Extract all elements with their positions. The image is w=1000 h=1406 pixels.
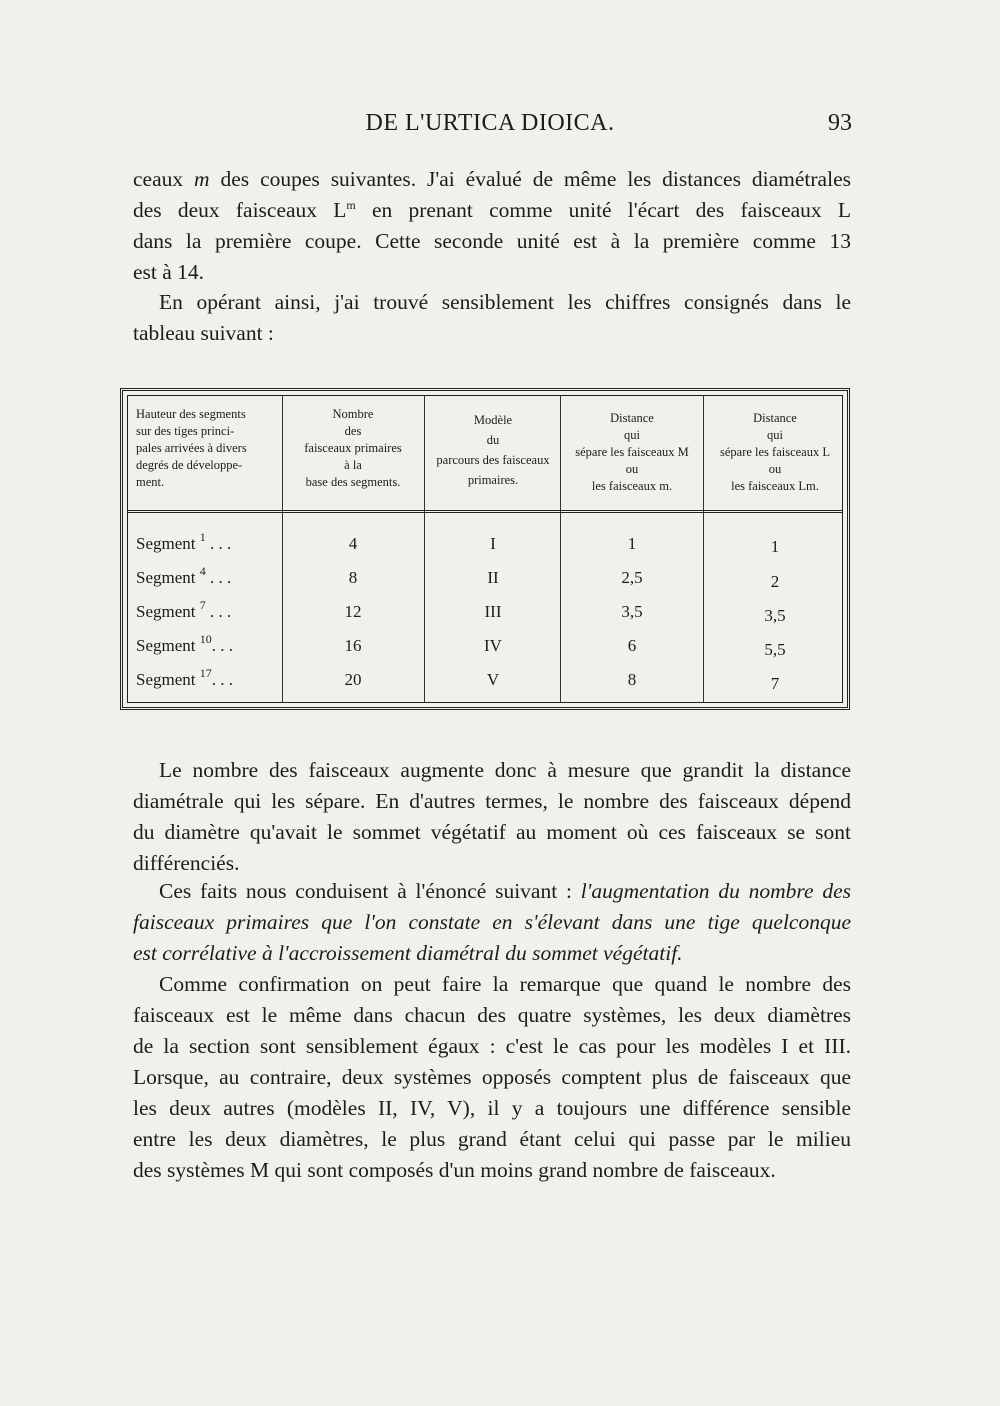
header-line: faisceaux primaires — [304, 441, 402, 455]
superscript: 7 — [199, 598, 206, 612]
text-run: . . . — [205, 534, 232, 553]
nombre-cell: 20 — [344, 670, 362, 689]
header-hauteur — [136, 406, 276, 491]
distance-l-cell: 2 — [770, 572, 780, 591]
header-line: ou — [625, 462, 639, 476]
running-title: DE L'URTICA DIOICA. — [365, 110, 615, 136]
distance-m-cell: 6 — [627, 636, 637, 655]
italic-run: faisceaux primaires que l'on constate en s'élevant dans une tige quelconque — [133, 910, 851, 934]
segment-label — [136, 564, 232, 588]
header-line: sépare les faisceaux L — [719, 445, 830, 459]
header-line: ment. — [136, 475, 165, 489]
header-line: primaires. — [467, 473, 519, 487]
text-run: Segment — [136, 636, 196, 655]
paragraph-2 — [133, 287, 851, 349]
header-line: Distance — [610, 411, 654, 425]
column-divider — [424, 396, 425, 702]
header-nombre — [286, 406, 420, 491]
superscript: m — [346, 198, 356, 212]
column-divider — [282, 396, 283, 702]
header-line: les faisceaux Lm. — [731, 479, 819, 493]
segment-label — [136, 598, 232, 622]
modele-cell: III — [484, 602, 502, 621]
modele-cell: IV — [484, 636, 502, 655]
paragraph-2-line-2: tableau suivant : — [133, 321, 274, 345]
header-line: du — [486, 433, 500, 447]
header-line: degrés de développe- — [136, 458, 243, 472]
header-line: qui — [624, 428, 640, 442]
superscript: 10 — [199, 632, 212, 646]
page-number: 93 — [828, 110, 852, 136]
data-table — [120, 388, 850, 710]
paragraph-2-line-1: En opérant ainsi, j'ai trouvé sensiblement les chiffres consignés dans le — [159, 290, 851, 314]
header-line: les faisceaux m. — [591, 479, 673, 493]
segment-label — [136, 666, 233, 690]
paragraph-3-line-1: Le nombre des faisceaux augmente donc à mesure que grandit la distance — [159, 758, 851, 782]
paragraph-4-line-3 — [133, 938, 851, 969]
header-line: Modèle — [473, 413, 513, 427]
table-frame — [127, 395, 843, 703]
distance-l-cell: 1 — [770, 537, 780, 556]
paragraph-4-line-1 — [133, 876, 851, 907]
header-line: parcours des faisceaux — [436, 453, 550, 467]
text-run: Segment — [136, 670, 196, 689]
text-run: est à 14. — [133, 260, 205, 284]
text-run: des coupes suivantes. J'ai évalué de même les distances diamétrales — [209, 167, 851, 191]
superscript: 1 — [199, 530, 206, 544]
header-divider — [128, 510, 842, 513]
paragraph-1-line-3 — [133, 226, 851, 257]
nombre-cell: 8 — [348, 568, 358, 587]
nombre-cell: 16 — [344, 636, 362, 655]
header-line: Hauteur des segments — [136, 407, 246, 421]
distance-m-cell: 3,5 — [621, 602, 643, 621]
distance-m-cell: 1 — [627, 534, 637, 553]
header-distance-l — [705, 410, 845, 495]
text-run: dans la première coupe. Cette seconde unité est à la première comme 13 — [133, 229, 851, 253]
text-run: Segment — [136, 568, 196, 587]
header-distance-m — [562, 410, 702, 495]
paragraph-1-line-2 — [133, 195, 851, 226]
superscript: 17 — [199, 666, 212, 680]
column-divider — [560, 396, 561, 702]
distance-l-cell: 7 — [770, 674, 780, 693]
text-run: en prenant comme unité l'écart des faisceaux L — [355, 198, 851, 222]
header-line: à la — [344, 458, 362, 472]
text-run: des deux faisceaux L — [133, 198, 347, 222]
header-line: base des segments. — [305, 475, 401, 489]
superscript: 4 — [199, 564, 206, 578]
header-line: ou — [768, 462, 782, 476]
nombre-cell: 12 — [344, 602, 362, 621]
paragraph-3 — [133, 755, 851, 879]
paragraph-4 — [133, 876, 851, 969]
header-line: des — [344, 424, 362, 438]
column-divider — [703, 396, 704, 702]
paragraph-5-line-1: Comme confirmation on peut faire la remarque que quand le nombre des — [159, 972, 851, 996]
paragraph-5 — [133, 969, 851, 1186]
running-head — [130, 108, 850, 144]
text-run: ceaux — [133, 167, 195, 191]
text-run: Segment — [136, 602, 196, 621]
paragraph-5-line-5: les deux autres (modèles II, IV, V), il y a toujours une différence sensible — [133, 1096, 851, 1120]
header-line: Nombre — [332, 407, 374, 421]
text-run: . . . — [211, 636, 233, 655]
paragraph-1 — [133, 164, 851, 288]
nombre-cell: 4 — [348, 534, 358, 553]
modele-cell: V — [486, 670, 500, 689]
italic-run: est corrélative à l'accroissement diamétral du sommet végétatif. — [133, 941, 683, 965]
distance-m-cell: 2,5 — [621, 568, 643, 587]
text-run: . . . — [205, 568, 232, 587]
segment-label — [136, 530, 232, 554]
text-run: . . . — [205, 602, 232, 621]
paragraph-5-line-4: Lorsque, au contraire, deux systèmes opposés comptent plus de faisceaux que — [133, 1065, 851, 1089]
header-line: sépare les faisceaux M — [575, 445, 689, 459]
segment-label — [136, 632, 233, 656]
paragraph-1-line-1 — [133, 164, 851, 195]
modele-cell: II — [487, 568, 499, 587]
header-line: sur des tiges princi- — [136, 424, 235, 438]
italic-run: m — [194, 167, 210, 191]
paragraph-1-line-4 — [133, 257, 851, 288]
text-run: Ces faits nous conduisent à l'énoncé suivant : — [159, 879, 581, 903]
paragraph-3-line-4: différenciés. — [133, 851, 240, 875]
text-run: Segment — [136, 534, 196, 553]
header-modele — [426, 410, 560, 490]
modele-cell: I — [490, 534, 496, 553]
distance-l-cell: 3,5 — [764, 606, 786, 625]
paragraph-4-line-2 — [133, 907, 851, 938]
paragraph-5-line-6: entre les deux diamètres, le plus grand étant celui qui passe par le milieu — [133, 1127, 851, 1151]
distance-l-cell: 5,5 — [764, 640, 786, 659]
text-run: . . . — [211, 670, 233, 689]
paragraph-3-line-3: du diamètre qu'avait le sommet végétatif au moment où ces faisceaux se sont — [133, 820, 851, 844]
paragraph-5-line-7: des systèmes M qui sont composés d'un moins grand nombre de faisceaux. — [133, 1158, 776, 1182]
header-line: qui — [767, 428, 783, 442]
italic-run: l'augmentation du nombre des — [580, 879, 851, 903]
header-line: pales arrivées à divers — [136, 441, 247, 455]
paragraph-5-line-3: de la section sont sensiblement égaux : c'est le cas pour les modèles I et III. — [133, 1034, 851, 1058]
header-line: Distance — [753, 411, 797, 425]
distance-m-cell: 8 — [627, 670, 637, 689]
paragraph-5-line-2: faisceaux est le même dans chacun des quatre systèmes, les deux diamètres — [133, 1003, 851, 1027]
paragraph-3-line-2: diamétrale qui les sépare. En d'autres termes, le nombre des faisceaux dépend — [133, 789, 851, 813]
